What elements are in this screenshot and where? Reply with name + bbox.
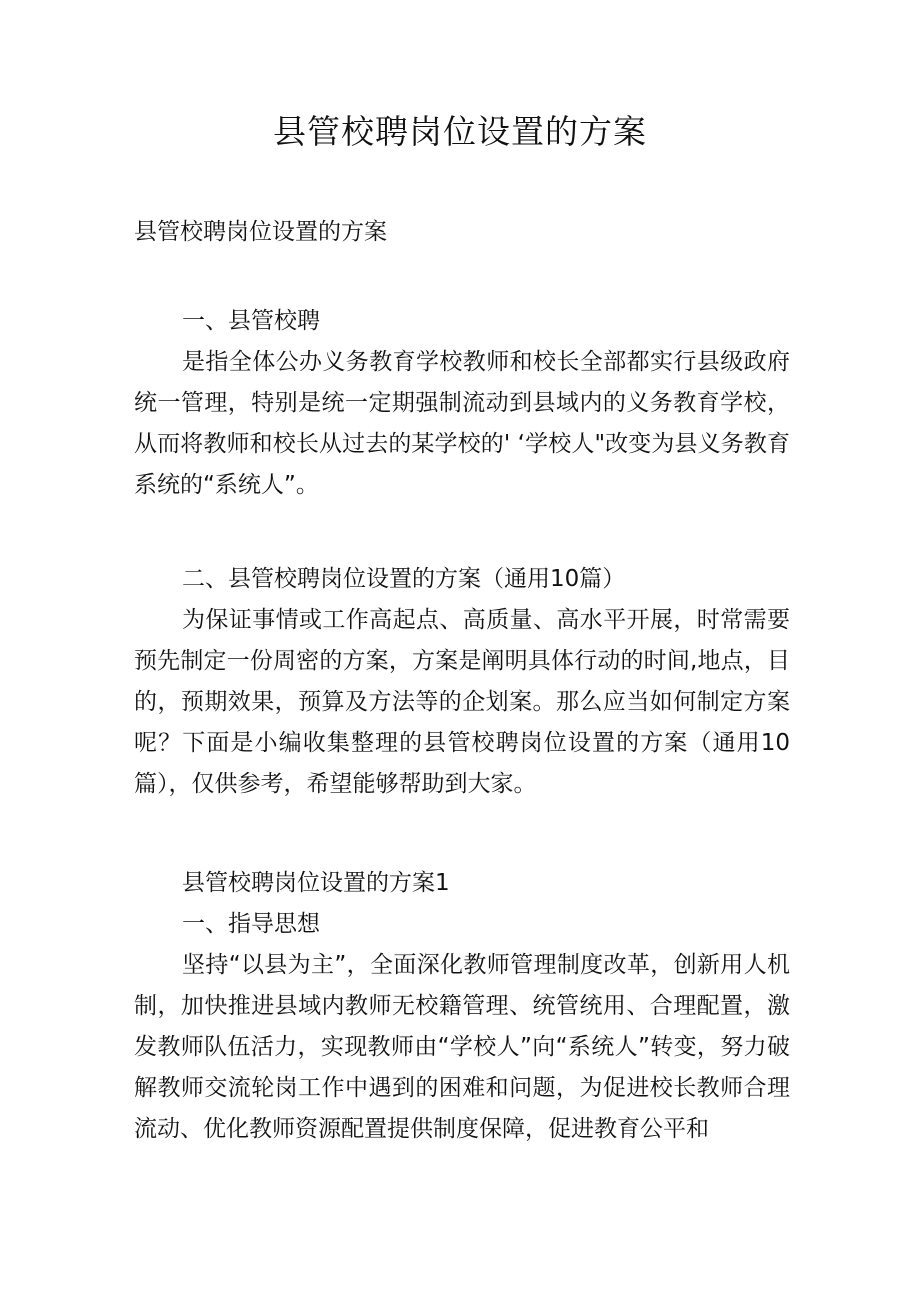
document-subtitle: 县管校聘岗位设置的方案 [134,219,387,245]
paragraph: 是指全体公办义务教育学校教师和校长全部都实行县级政府统一管理，特别是统一定期强制流动到县域内的义务教育学校，从而将教师和校长从过去的某学校的' ‘学校人"改变为县义务教育系统的“系统人”。 [134,349,790,498]
plan-body-1 [134,945,790,1150]
section-heading-2: 二、县管校聘岗位设置的方案（通用10篇） [182,566,626,592]
paragraph: 坚持“以县为主”，全面深化教师管理制度改革，创新用人机制，加快推进县域内教师无校籍管理、统管统用、合理配置，激发教师队伍活力，实现教师由“学校人”向“系统人”转变，努力破解教师交流轮岗工作中遇到的困难和问题，为促进校长教师合理流动、优化教师资源配置提供制度保障，促进教育公平和 [134,952,790,1142]
section-heading-1: 一、县管校聘 [182,308,320,334]
document-title: 县管校聘岗位设置的方案 [273,112,647,151]
paragraph: 为保证事情或工作高起点、高质量、高水平开展，时常需要预先制定一份周密的方案，方案是阐明具体行动的时间,地点，目的，预期效果，预算及方法等的企划案。那么应当如何制定方案呢？下面是小编收集整理的县管校聘岗位设置的方案（通用10篇），仅供参考，希望能够帮助到大家。 [134,607,790,797]
plan-subheading: 一、指导思想 [182,911,320,937]
section-body-2 [134,600,790,805]
plan-heading-1: 县管校聘岗位设置的方案1 [182,870,450,896]
section-body-1 [134,342,790,506]
